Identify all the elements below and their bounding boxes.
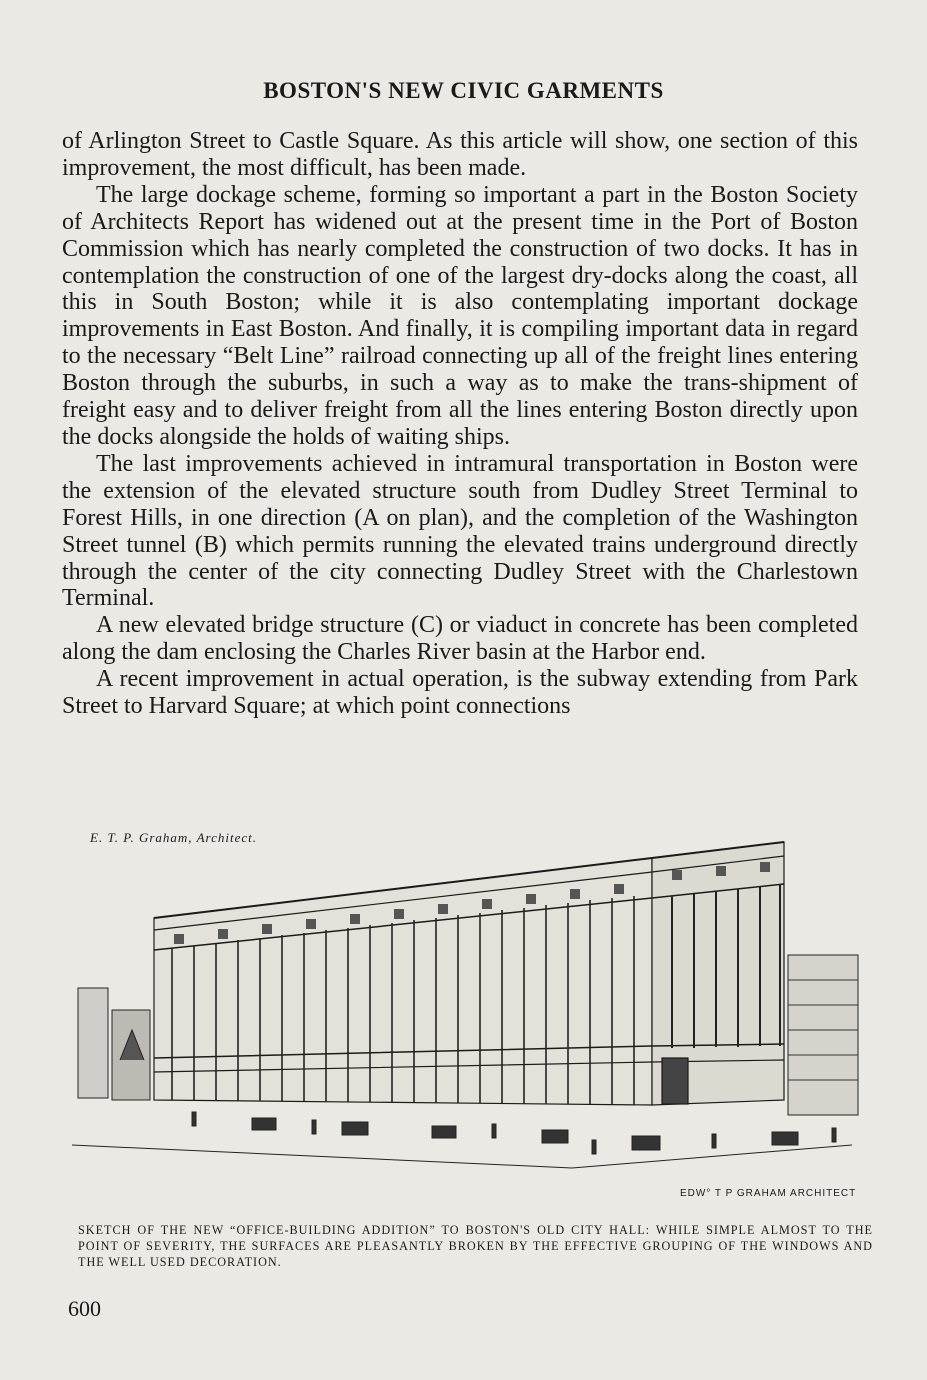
paragraph-dockage: The large dockage scheme, forming so important a part in the Boston Society of Architects Report has widened out at the present time in the Port of Boston Commission which has nearly completed the construction of two docks. It has in contemplation the construction of one of the largest dry-docks along the coast, all this in South Boston; while it is also contemplating important dockage improvements in East Boston. And finally, it is compiling important data in regard to the necessary “Belt Line” railroad connecting up all of the freight lines entering Boston through the suburbs, in such a way as to make the trans-shipment of freight easy and to deliver freight from all the lines entering Boston directly upon the docks alongside the holds of waiting ships.: [62, 181, 858, 450]
artist-signature: EDW° T P GRAHAM ARCHITECT: [680, 1188, 857, 1199]
street-scene: [72, 1112, 852, 1168]
background-building-right: [788, 955, 858, 1115]
paragraph-bridge: A new elevated bridge structure (C) or viaduct in concrete has been completed along the dam enclosing the Charles River basin at the Harbor end.: [62, 612, 858, 666]
paragraph-continuation: of Arlington Street to Castle Square. As this article will show, one section of this improvement, the most difficult, has been made.: [62, 128, 858, 181]
figure-caption: SKETCH OF THE NEW “OFFICE-BUILDING ADDITION” TO BOSTON'S OLD CITY HALL: WHILE SIMPLE ALMOST TO THE POINT OF SEVERITY, THE SURFACES ARE PLEASANTLY BROKEN BY THE EFFECTIVE GROUPING OF THE WINDOWS AND THE WELL USED DECORATION.: [78, 1223, 873, 1269]
architect-credit: E. T. P. Graham, Architect.: [90, 830, 257, 845]
building-sketch: [72, 800, 872, 1210]
article-body: [62, 128, 858, 720]
main-building: [154, 842, 784, 1105]
paragraph-transportation: The last improvements achieved in intramural transportation in Boston were the extension of the elevated structure south from Dudley Street Terminal to Forest Hills, in one direction (A on plan), and the completion of the Washington Street tunnel (B) which permits running the elevated trains underground directly through the center of the city connecting Dudley Street with the Charlestown Terminal.: [62, 450, 858, 612]
background-buildings-left: [78, 988, 150, 1100]
running-head: BOSTON'S NEW CIVIC GARMENTS: [263, 78, 664, 103]
page-number: 600: [68, 1296, 101, 1321]
paragraph-subway: A recent improvement in actual operation, is the subway extending from Park Street to Harvard Square; at which point connections: [62, 666, 858, 720]
